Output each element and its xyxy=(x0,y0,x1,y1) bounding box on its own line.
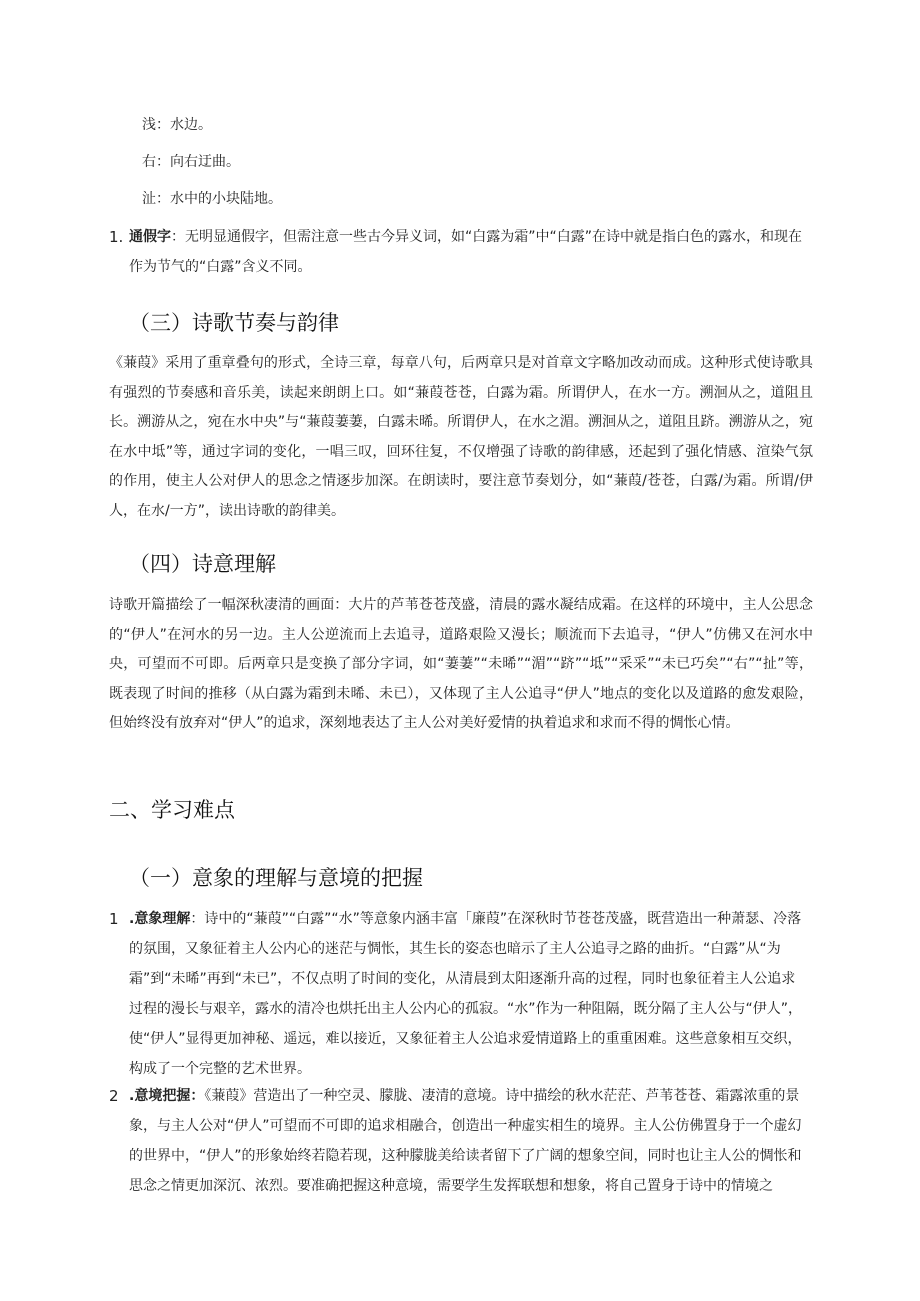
item-tongjiazi xyxy=(109,222,809,282)
item-label: .意境把握： xyxy=(129,1088,205,1104)
item-imagery-understanding xyxy=(109,904,809,1084)
heading-meaning: （四）诗意理解 xyxy=(129,552,276,576)
item-body: 《蒹葭》营造出了一种空灵、朦胧、凄清的意境。诗中描绘的秋水茫茫、芦苇苍苍、霜露浓重的景象，与主人公对“伊人”可望而不可即的追求相融合，创造出一种虚实相生的境界。主人公仿佛置身于一个虚幻的世界中，“伊人”的形象始终若隐若现，这种朦胧美给读者留下了广阔的想象空间，同时也让主人公的惆怅和思念之情更加深沉、浓烈。要准确把握这种意境，需要学生发挥联想和想象，将自己置身于诗中的情境之 xyxy=(129,1088,802,1194)
heading-imagery: （一）意象的理解与意境的把握 xyxy=(129,866,423,890)
item-text xyxy=(109,1081,809,1201)
item-number: 1. xyxy=(109,228,124,246)
heading-rhythm: （三）诗歌节奏与韵律 xyxy=(129,311,339,335)
paragraph-rhythm: 《蒹葭》采用了重章叠句的形式，全诗三章，每章八句，后两章只是对首章文字略加改动而成。这种形式使诗歌具有强烈的节奏感和音乐美，读起来朗朗上口。如“蒹葭苍苍，白露为霜。所谓伊人，在水一方。溯洄从之，道阻且长。溯游从之，宛在水中央”与“蒹葭萋萋，白露未晞。所谓伊人，在水之湄。溯洄从之，道阻且跻。溯游从之，宛在水中坻”等，通过字词的变化，一唱三叹，回环往复，不仅增强了诗歌的韵律感，还起到了强化情感、渲染气氛的作用，使主人公对伊人的思念之情逐步加深。在朗读时，要注意节奏划分，如“蒹葭/苍苍，白露/为霜。所谓/伊人，在水/一方”，读出诗歌的韵律美。 xyxy=(109,355,813,519)
item-number: 1 xyxy=(109,910,119,928)
item-mood-grasp xyxy=(109,1081,809,1201)
item-label: .意象理解 xyxy=(129,911,191,927)
item-label: 通假字 xyxy=(129,229,171,245)
item-number: 2 xyxy=(109,1087,119,1105)
gloss-line-qian: 浅：水边。 xyxy=(142,117,212,133)
gloss-line-zhi: 沚：水中的小块陆地。 xyxy=(142,191,282,207)
item-text xyxy=(109,222,809,282)
paragraph-meaning: 诗歌开篇描绘了一幅深秋凄清的画面：大片的芦苇苍苍茂盛，清晨的露水凝结成霜。在这样的环境中，主人公思念的“伊人”在河水的另一边。主人公逆流而上去追寻，道路艰险又漫长；顺流而下去追寻，“伊人”仿佛又在河水中央，可望而不可即。后两章只是变换了部分字词，如“萋萋”“未晞”“湄”“跻”“坻”“采采”“未已巧矣”“右”“扯”等，既表现了时间的推移（从白露为霜到未晞、未已），又体现了主人公追寻“伊人”地点的变化以及道路的愈发艰险，但始终没有放弃对“伊人”的追求，深刻地表达了主人公对美好爱情的执着追求和求而不得的惆怅心情。 xyxy=(109,597,813,731)
item-text xyxy=(109,904,809,1084)
item-body: ：无明显通假字，但需注意一些古今异义词，如“白露为霜”中“白露”在诗中就是指白色的露水，和现在作为节气的“白露”含义不同。 xyxy=(129,229,803,275)
item-body: ：诗中的“蒹葭”“白露”“水”等意象内涵丰富「廉葭”在深秋时节苍苍茂盛，既营造出一种萧瑟、冷落的氛围，又象征着主人公内心的迷茫与惆怅，其生长的姿态也暗示了主人公追寻之路的曲折。“白露”从“为霜”到“未晞”再到“未已”，不仅点明了时间的变化，从清晨到太阳逐渐升高的过程，同时也象征着主人公追求过程的漫长与艰辛，露水的清冷也烘托出主人公内心的孤寂。“水”作为一种阻隔，既分隔了主人公与“伊人”，使“伊人”显得更加神秘、遥远，难以接近，又象征着主人公追求爱情道路上的重重困难。这些意象相互交织，构成了一个完整的艺术世界。 xyxy=(129,911,803,1077)
heading-difficulties: 二、学习难点 xyxy=(109,798,235,822)
gloss-line-you: 右：向右迂曲。 xyxy=(142,154,240,170)
